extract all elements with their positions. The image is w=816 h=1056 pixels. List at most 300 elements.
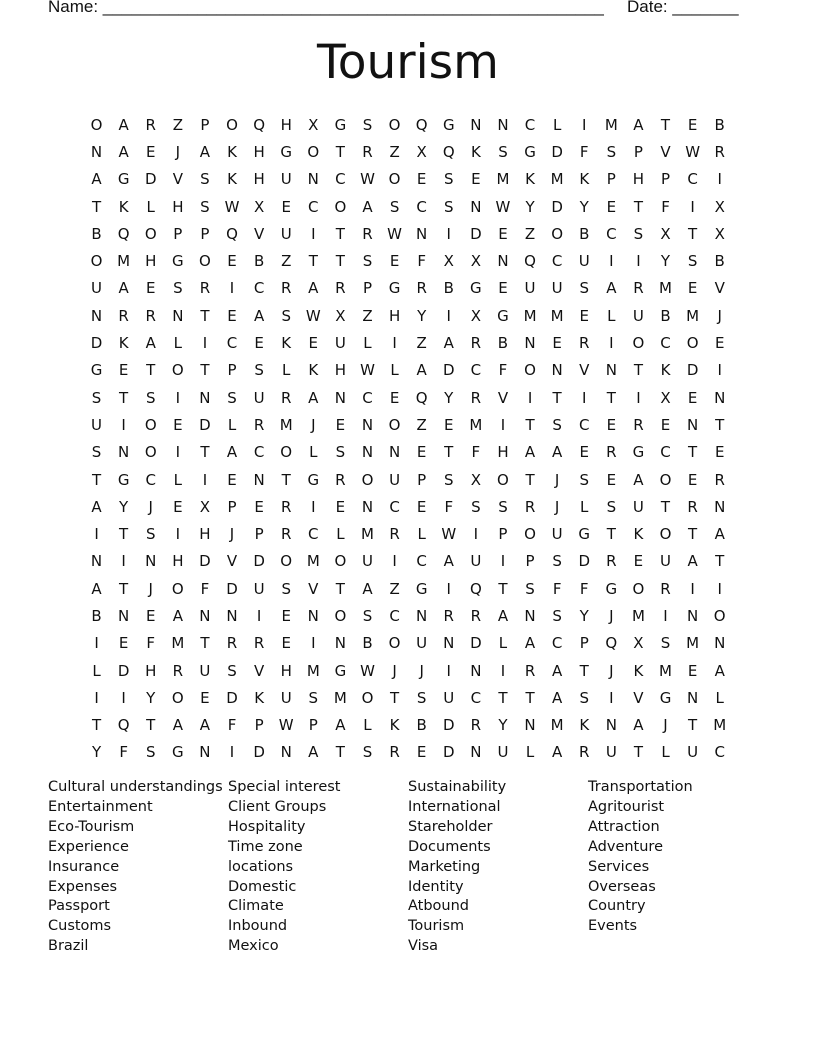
grid-letter: T [715,415,725,434]
grid-letter: T [633,743,643,762]
grid-letter: A [443,552,454,571]
grid-letter: N [145,552,157,571]
grid-letter: M [496,170,510,189]
grid-letter: I [392,334,397,353]
grid-letter: C [226,334,238,353]
grid-letter: I [609,252,614,271]
grid-letter: G [90,361,103,380]
grid-letter: T [91,470,102,489]
grid-letter: B [497,334,509,353]
grid-letter: W [360,170,375,189]
grid-letter: N [605,361,617,380]
grid-letter: I [473,525,479,544]
grid-letter: O [388,415,401,434]
grid-letter: L [173,334,182,353]
grid-letter: H [253,170,265,189]
grid-letter: B [91,224,102,243]
grid-letter: R [470,606,482,625]
grid-letter: S [200,170,210,189]
grid-letter: N [90,306,103,325]
grid-letter: A [91,579,102,598]
grid-letter: C [551,634,563,653]
grid-letter: E [389,252,400,271]
grid-letter: E [606,470,617,489]
word-column [48,778,228,957]
grid-letter: Q [469,579,482,598]
grid-letter: C [308,197,319,216]
grid-letter: T [200,306,210,325]
grid-letter: I [717,170,722,189]
grid-letter: F [471,443,481,462]
grid-letter: O [144,224,157,243]
grid-letter: Q [415,388,428,407]
grid-letter: R [389,743,400,762]
grid-letter: T [498,579,508,598]
grid-letter: A [443,334,454,353]
word-list-item: Events [588,918,638,935]
grid-letter: K [633,661,644,680]
grid-letter: E [444,415,454,434]
grid-letter: E [416,170,427,189]
word-list-item: Experience [48,838,129,855]
grid-letter: E [606,415,617,434]
grid-letter: G [117,170,130,189]
grid-row [83,739,735,766]
grid-letter: C [253,443,265,462]
grid-row [83,630,735,657]
grid-letter: G [172,252,184,271]
grid-letter: U [253,388,265,407]
word-list-item: Adventure [588,838,663,855]
grid-letter: C [606,224,617,243]
grid-letter: A [226,443,238,462]
grid-letter: J [419,661,424,680]
grid-letter: P [606,170,616,189]
grid-row [83,193,735,220]
grid-letter: T [335,252,345,271]
grid-row [83,275,735,302]
word-list-item: Hospitality [228,818,306,835]
grid-letter: R [145,115,156,134]
word-list-item: Sustainability [408,779,507,795]
grid-letter: C [524,115,536,134]
grid-letter: E [281,634,291,653]
grid-letter: N [524,334,536,353]
grid-letter: W [685,142,701,161]
grid-letter: Y [579,197,589,216]
grid-letter: S [579,470,589,489]
grid-letter: W [224,197,240,216]
grid-letter: L [661,743,670,762]
grid-letter: E [552,334,562,353]
grid-letter: X [470,470,481,489]
grid-letter: R [280,497,292,516]
grid-letter: H [199,525,211,544]
grid-letter: R [280,279,292,298]
grid-letter: N [470,197,482,216]
grid-letter: L [552,115,562,134]
grid-letter: X [660,224,671,243]
grid-letter: R [389,525,400,544]
grid-letter: W [360,661,375,680]
grid-letter: A [308,743,319,762]
grid-letter: E [200,688,210,707]
grid-letter: F [444,497,454,516]
grid-letter: E [335,415,346,434]
grid-letter: T [633,197,643,216]
grid-row [83,466,735,493]
grid-letter: U [253,579,265,598]
word-list-item: Identity [408,878,464,895]
word-list-item: locations [228,858,294,875]
word-column [408,778,588,957]
grid-row [83,411,735,438]
grid-letter: T [688,443,698,462]
grid-letter: P [173,224,183,243]
grid-letter: X [714,197,725,216]
grid-letter: N [686,415,699,434]
grid-letter: V [253,661,265,680]
grid-letter: E [281,606,291,625]
grid-letter: N [361,497,374,516]
grid-letter: N [334,388,346,407]
grid-letter: D [578,552,591,571]
grid-letter: H [145,252,157,271]
grid-letter: I [500,661,506,680]
grid-letter: A [714,525,725,544]
grid-letter: V [714,279,725,298]
word-list-item: Atbound [408,898,470,915]
grid-letter: M [333,688,347,707]
grid-letter: A [172,716,183,735]
grid-letter: J [148,579,153,598]
grid-letter: N [199,388,211,407]
grid-letter: X [416,142,427,161]
grid-letter: U [334,334,346,353]
grid-letter: B [443,279,454,298]
word-list-item: Attraction [588,818,660,835]
grid-letter: K [227,142,237,161]
grid-letter: T [119,579,129,598]
grid-letter: C [362,388,373,407]
grid-letter: E [227,470,237,489]
grid-letter: D [144,170,157,189]
word-list-item: Special interest [228,779,341,795]
grid-letter: U [632,497,644,516]
grid-letter: I [121,415,126,434]
grid-letter: N [388,443,401,462]
grid-letter: I [446,306,451,325]
grid-letter: T [119,388,129,407]
grid-letter: E [227,306,237,325]
grid-letter: E [498,224,508,243]
grid-letter: I [446,661,451,680]
grid-letter: G [497,306,509,325]
grid-letter: B [714,115,725,134]
grid-row [83,712,735,739]
grid-letter: Y [579,606,589,625]
grid-row [83,247,735,274]
grid-letter: E [118,634,129,653]
grid-letter: P [525,552,535,571]
grid-letter: N [686,606,699,625]
grid-letter: M [713,716,727,735]
grid-letter: A [335,716,346,735]
grid-letter: D [226,579,238,598]
word-list [48,778,768,957]
grid-letter: S [444,170,454,189]
grid-letter: T [200,361,210,380]
grid-letter: S [145,525,156,544]
grid-letter: O [551,224,564,243]
grid-letter: J [609,606,614,625]
grid-letter: I [229,279,235,298]
grid-letter: E [633,552,644,571]
grid-letter: R [633,279,644,298]
grid-letter: V [226,552,238,571]
grid-letter: U [497,743,509,762]
grid-letter: G [578,525,591,544]
grid-letter: U [632,306,644,325]
grid-letter: R [579,743,590,762]
grid-letter: I [500,552,506,571]
grid-letter: S [444,470,454,489]
grid-letter: E [281,197,291,216]
grid-letter: T [688,716,698,735]
word-list-item: Eco-Tourism [48,818,135,835]
grid-letter: L [282,361,291,380]
grid-letter: T [335,579,345,598]
grid-letter: E [335,497,346,516]
grid-letter: W [360,361,375,380]
grid-letter: G [334,661,347,680]
grid-letter: A [497,606,509,625]
grid-letter: T [552,388,562,407]
grid-letter: R [253,415,265,434]
grid-letter: R [335,279,346,298]
grid-letter: L [336,525,345,544]
grid-letter: Z [389,579,400,598]
grid-letter: S [91,443,102,462]
grid-row [83,439,735,466]
grid-letter: O [90,252,103,271]
grid-letter: K [525,170,535,189]
grid-letter: A [308,279,319,298]
grid-letter: R [633,415,644,434]
grid-letter: S [552,415,562,434]
grid-letter: D [253,743,265,762]
word-list-item: Services [588,858,650,875]
grid-letter: N [605,716,617,735]
grid-letter: K [579,716,590,735]
grid-letter: G [172,743,184,762]
grid-row [83,138,735,165]
grid-letter: I [202,334,208,353]
grid-letter: R [362,224,373,243]
grid-letter: D [686,361,699,380]
grid-letter: T [525,415,535,434]
grid-letter: N [199,743,211,762]
grid-letter: E [714,443,725,462]
grid-letter: R [687,497,698,516]
grid-letter: L [498,634,508,653]
grid-letter: G [632,443,645,462]
grid-letter: E [145,606,156,625]
grid-letter: F [498,361,508,380]
grid-letter: S [389,197,400,216]
grid-letter: O [334,552,347,571]
grid-letter: N [307,170,319,189]
grid-letter: N [361,443,374,462]
grid-letter: C [660,443,671,462]
grid-letter: O [388,634,401,653]
grid-letter: I [94,634,99,653]
grid-letter: A [552,661,563,680]
grid-letter: M [306,552,320,571]
word-list-item: Passport [48,898,110,915]
grid-letter: R [253,634,265,653]
grid-letter: H [280,661,292,680]
grid-letter: X [470,252,481,271]
word-list-item: Documents [408,838,491,855]
grid-letter: G [524,142,536,161]
grid-letter: S [362,743,373,762]
grid-letter: N [551,361,563,380]
grid-letter: L [227,415,237,434]
grid-letter: H [145,661,157,680]
grid-letter: A [172,606,183,625]
grid-letter: T [91,197,102,216]
grid-letter: A [552,688,563,707]
grid-letter: A [118,142,129,161]
grid-letter: N [470,115,482,134]
grid-letter: E [227,252,237,271]
grid-letter: P [227,361,237,380]
grid-letter: N [118,606,130,625]
grid-letter: S [362,115,373,134]
grid-letter: Q [117,224,130,243]
grid-letter: J [175,142,181,161]
grid-letter: I [94,688,99,707]
grid-letter: O [524,525,536,544]
grid-letter: M [469,415,483,434]
grid-letter: D [253,552,265,571]
grid-letter: H [172,552,184,571]
grid-letter: U [280,170,292,189]
grid-letter: E [687,279,698,298]
grid-letter: M [604,115,618,134]
grid-letter: S [498,142,508,161]
grid-letter: U [389,470,401,489]
grid-letter: C [389,497,400,516]
puzzle-title: Tourism [317,35,499,90]
grid-letter: C [470,361,482,380]
word-list-item: Inbound [228,918,288,935]
grid-letter: T [308,252,318,271]
grid-letter: E [145,142,156,161]
grid-letter: S [281,579,291,598]
grid-letter: K [281,334,292,353]
grid-row [83,166,735,193]
grid-letter: O [144,443,157,462]
grid-letter: D [551,197,563,216]
grid-letter: X [633,634,644,653]
grid-row [83,302,735,329]
grid-letter: R [443,606,454,625]
grid-letter: D [551,142,563,161]
grid-letter: C [253,279,265,298]
grid-letter: R [280,525,292,544]
letter-grid [83,111,735,766]
grid-letter: V [308,579,319,598]
grid-row [83,684,735,711]
grid-row [83,111,735,138]
grid-letter: B [253,252,265,271]
grid-letter: V [172,170,183,189]
grid-letter: Q [605,634,618,653]
word-list-item: Brazil [48,938,89,955]
grid-letter: G [470,279,482,298]
grid-letter: C [145,470,156,489]
grid-letter: K [118,334,129,353]
grid-letter: F [417,252,426,271]
word-list-item: Visa [408,938,439,955]
grid-letter: S [227,661,237,680]
grid-letter: H [334,361,347,380]
word-list-item: International [408,798,501,815]
grid-letter: N [90,142,103,161]
grid-letter: F [552,579,562,598]
grid-letter: W [495,197,511,216]
grid-letter: Q [253,115,266,134]
grid-letter: S [444,197,454,216]
grid-letter: G [605,579,618,598]
word-list-item: Client Groups [228,798,327,815]
grid-letter: U [551,279,563,298]
word-list-item: Insurance [48,858,120,875]
grid-letter: Z [389,142,400,161]
grid-letter: O [307,142,320,161]
grid-letter: I [690,579,695,598]
grid-letter: X [470,306,481,325]
grid-letter: T [498,688,508,707]
grid-letter: A [91,170,102,189]
grid-letter: L [363,716,372,735]
grid-letter: J [229,525,235,544]
grid-letter: E [687,388,698,407]
grid-letter: I [717,361,722,380]
grid-letter: P [227,497,237,516]
grid-row [83,493,735,520]
grid-letter: G [415,579,428,598]
grid-letter: D [90,334,103,353]
grid-letter: U [91,279,103,298]
grid-letter: O [361,470,374,489]
grid-letter: M [306,661,320,680]
grid-letter: C [660,334,671,353]
grid-letter: I [94,525,99,544]
grid-letter: Z [172,115,183,134]
grid-letter: N [226,606,238,625]
grid-letter: P [633,142,643,161]
grid-letter: R [362,142,373,161]
grid-letter: N [524,716,536,735]
grid-letter: E [498,279,508,298]
grid-letter: T [579,661,589,680]
grid-letter: Q [117,716,130,735]
grid-letter: U [91,415,103,434]
grid-letter: U [280,224,292,243]
